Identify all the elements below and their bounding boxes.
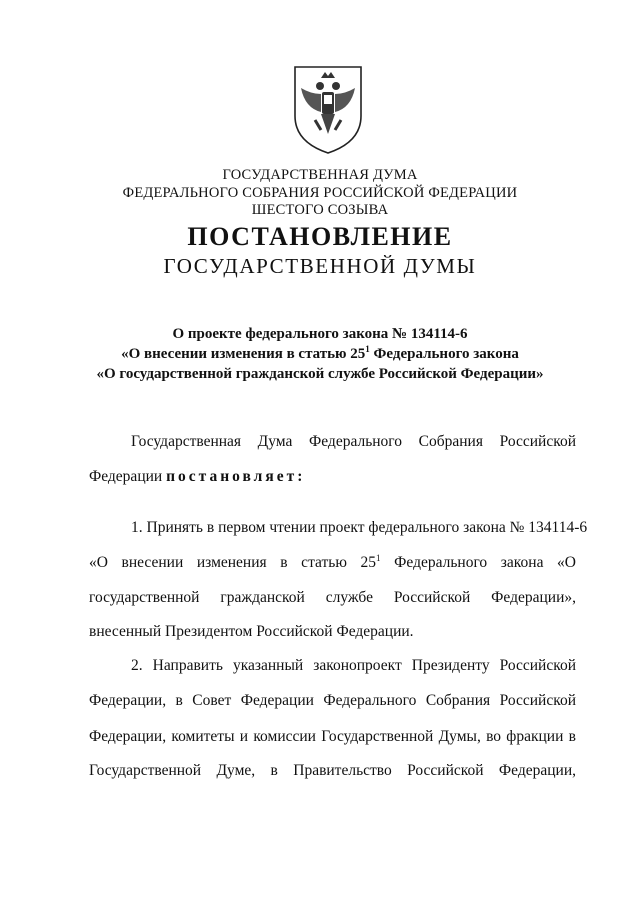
subject-line-2-text: «О внесении изменения в статью 25 (121, 346, 366, 362)
convocation-line: ШЕСТОГО СОЗЫВА (251, 202, 389, 218)
paragraph-1-line-3: государственной гражданской службе Российской Федерации», (89, 589, 576, 606)
resolves-word: постановляет: (166, 468, 306, 485)
paragraph-2-line-1: 2. Направить указанный законопроект Президенту Российской (131, 657, 576, 674)
paragraph-1-line-2-text: «О внесении изменения в статью 25 (89, 554, 377, 571)
paragraph-1-superscript: 1 (376, 553, 381, 563)
paragraph-1-line-2-tail: Федерального закона «О (380, 554, 577, 571)
document-issuer-title: ГОСУДАРСТВЕННОЙ ДУМЫ (163, 254, 477, 278)
paragraph-2-line-2: Федерации, в Совет Федерации Федерального Собрания Российской (89, 692, 576, 709)
paragraph-2-line-4: Государственной Думе, в Правительство Российской Федерации, (89, 762, 576, 779)
org-name-line-2: ФЕДЕРАЛЬНОГО СОБРАНИЯ РОССИЙСКОЙ ФЕДЕРАЦИИ (122, 185, 518, 201)
subject-line-2 (0, 345, 640, 364)
document-type-title: ПОСТАНОВЛЕНИЕ (187, 222, 453, 251)
preamble-line-1: Государственная Дума Федерального Собрания Российской (131, 433, 576, 450)
subject-superscript: 1 (365, 344, 370, 354)
paragraph-2-line-3: Федерации, комитеты и комиссии Государственной Думы, во фракции в (89, 728, 576, 745)
org-name-line-1: ГОСУДАРСТВЕННАЯ ДУМА (222, 167, 418, 183)
coat-of-arms-emblem (291, 64, 365, 156)
paragraph-1-line-2 (89, 553, 576, 573)
subject-line-3: «О государственной гражданской службе Российской Федерации» (96, 366, 544, 382)
subject-line-1: О проекте федерального закона № 134114-6 (172, 326, 468, 342)
preamble-line-2 (89, 467, 576, 487)
paragraph-1-line-1: 1. Принять в первом чтении проект федерального закона № 134114-6 (131, 519, 588, 536)
subject-line-2-tail: Федерального закона (369, 346, 519, 362)
paragraph-1-line-4: внесенный Президентом Российской Федерации. (89, 623, 414, 640)
preamble-line-2-text: Федерации (89, 468, 167, 485)
